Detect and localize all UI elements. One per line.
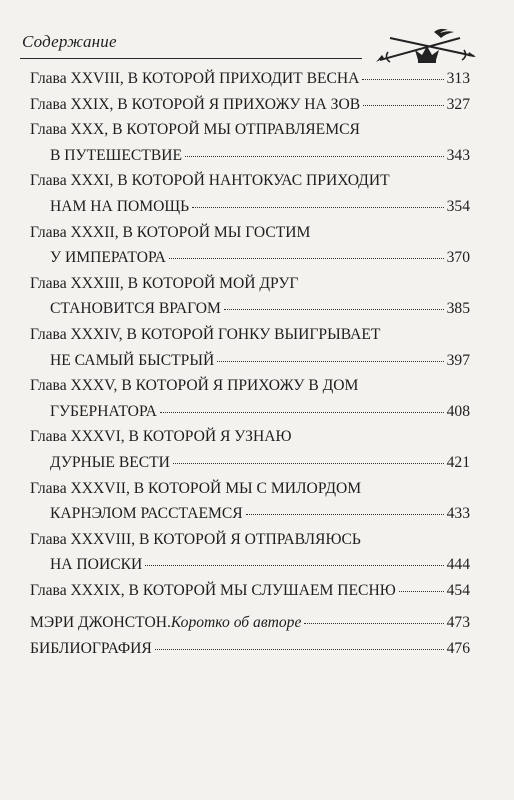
toc-entry-line (30, 578, 470, 604)
toc-entry-line (30, 220, 470, 246)
toc-page-number: 433 (446, 505, 470, 523)
toc-entry-title: Глава XXXVIII, В КОТОРОЙ Я ОТПРАВЛЯЮСЬ (30, 530, 361, 548)
toc-entry-title: Глава XXIX, В КОТОРОЙ Я ПРИХОЖУ НА ЗОВ (30, 95, 361, 113)
toc-entry-title: Глава XXVIII, В КОТОРОЙ ПРИХОДИТ ВЕСНА (30, 70, 360, 87)
toc-entry[interactable] (30, 476, 470, 527)
toc-entry-line (30, 348, 470, 374)
toc-entry-title: КАРНЭЛОМ РАССТАЕМСЯ (50, 505, 243, 523)
toc-entry-line (30, 92, 470, 118)
toc-entry-title: СТАНОВИТСЯ ВРАГОМ (50, 300, 221, 318)
dot-leader (173, 462, 444, 464)
back-matter-page-number: 476 (446, 639, 470, 657)
dot-leader (185, 155, 444, 157)
toc-entry-title: НЕ САМЫЙ БЫСТРЫЙ (50, 351, 215, 369)
toc-entry-title: Глава XXXIII, В КОТОРОЙ МОЙ ДРУГ (30, 274, 299, 292)
toc-entry-line (30, 66, 470, 92)
dot-leader (145, 564, 443, 566)
dot-leader (217, 360, 443, 362)
toc-page-number: 454 (446, 581, 470, 599)
back-matter-entry[interactable] (30, 610, 470, 636)
toc-entry-title: В ПУТЕШЕСТВИЕ (50, 146, 183, 164)
dot-leader (155, 648, 444, 650)
dot-leader (246, 513, 444, 515)
toc-entry[interactable] (30, 322, 470, 373)
page-header (20, 32, 494, 66)
toc-entry-title: ГУБЕРНАТОРА (50, 402, 157, 420)
toc-entry[interactable] (30, 527, 470, 578)
toc-entry-line (30, 552, 470, 578)
toc-entry-line (30, 296, 470, 322)
table-of-contents (30, 66, 470, 603)
toc-page-number: 370 (446, 249, 470, 267)
toc-entry-title: Глава XXXVI, В КОТОРОЙ Я УЗНАЮ (30, 428, 292, 446)
dot-leader (192, 206, 444, 208)
toc-entry-line (30, 143, 470, 169)
toc-entry-title: НА ПОИСКИ (50, 556, 143, 574)
back-matter-line (30, 636, 470, 662)
crossed-swords-crown-emblem-icon (372, 26, 484, 68)
back-matter-author: БИБЛИОГРАФИЯ (30, 639, 152, 657)
toc-entry[interactable] (30, 92, 470, 118)
toc-entry-title: У ИМПЕРАТОРА (50, 249, 166, 267)
header-rule (20, 58, 362, 59)
toc-entry[interactable] (30, 168, 470, 219)
toc-entry[interactable] (30, 271, 470, 322)
dot-leader (399, 590, 444, 592)
back-matter-author: МЭРИ ДЖОНСТОН. (30, 614, 171, 631)
dot-leader (362, 78, 443, 80)
toc-entry-title: ДУРНЫЕ ВЕСТИ (50, 453, 170, 471)
toc-page-number: 421 (446, 453, 470, 471)
toc-entry-line (30, 399, 470, 425)
toc-entry-title: Глава XXXII, В КОТОРОЙ МЫ ГОСТИМ (30, 223, 311, 241)
toc-page-number: 444 (446, 556, 470, 574)
toc-page-number: 343 (446, 146, 470, 164)
toc-entry-line (30, 168, 470, 194)
toc-entry-title: Глава XXXVII, В КОТОРОЙ МЫ С МИЛОРДОМ (30, 479, 362, 497)
toc-entry-line (30, 501, 470, 527)
toc-entry[interactable] (30, 373, 470, 424)
dot-leader (304, 622, 443, 624)
toc-entry-title: НАМ НА ПОМОЩЬ (50, 197, 190, 215)
toc-page-number: 313 (446, 70, 470, 87)
dot-leader (160, 411, 444, 413)
toc-entry-line (30, 194, 470, 220)
toc-entry-line (30, 476, 470, 502)
toc-entry[interactable] (30, 117, 470, 168)
toc-entry-line (30, 322, 470, 348)
toc-page-number: 354 (446, 197, 470, 215)
dot-leader (169, 257, 444, 259)
toc-entry-line (30, 245, 470, 271)
back-matter-title: Коротко об авторе (170, 614, 302, 631)
toc-entry[interactable] (30, 578, 470, 604)
toc-entry-title: Глава XXXV, В КОТОРОЙ Я ПРИХОЖУ В ДОМ (30, 377, 359, 395)
toc-entry[interactable] (30, 66, 470, 92)
back-matter-page-number: 473 (446, 614, 470, 631)
back-matter-list (30, 610, 470, 661)
toc-page-number: 327 (446, 95, 470, 113)
toc-entry-title: Глава XXXI, В КОТОРОЙ НАНТОКУАС ПРИХОДИТ (30, 172, 390, 190)
toc-entry-line (30, 271, 470, 297)
toc-entry-line (30, 527, 470, 553)
header-title: Содержание (22, 32, 117, 51)
toc-page-number: 408 (446, 402, 470, 420)
dot-leader (363, 104, 443, 106)
toc-entry-line (30, 117, 470, 143)
toc-entry-line (30, 450, 470, 476)
toc-entry[interactable] (30, 220, 470, 271)
back-matter-line (30, 610, 470, 636)
dot-leader (224, 308, 444, 310)
toc-entry[interactable] (30, 424, 470, 475)
toc-entry-title: Глава XXXIX, В КОТОРОЙ МЫ СЛУШАЕМ ПЕСНЮ (30, 581, 396, 599)
toc-page-number: 397 (446, 351, 470, 369)
toc-entry-title: Глава XXX, В КОТОРОЙ МЫ ОТПРАВЛЯЕМСЯ (30, 121, 360, 139)
toc-page-number: 385 (446, 300, 470, 318)
back-matter-entry[interactable] (30, 636, 470, 662)
toc-entry-line (30, 424, 470, 450)
toc-entry-title: Глава XXXIV, В КОТОРОЙ ГОНКУ ВЫИГРЫВАЕТ (30, 325, 381, 343)
toc-entry-line (30, 373, 470, 399)
